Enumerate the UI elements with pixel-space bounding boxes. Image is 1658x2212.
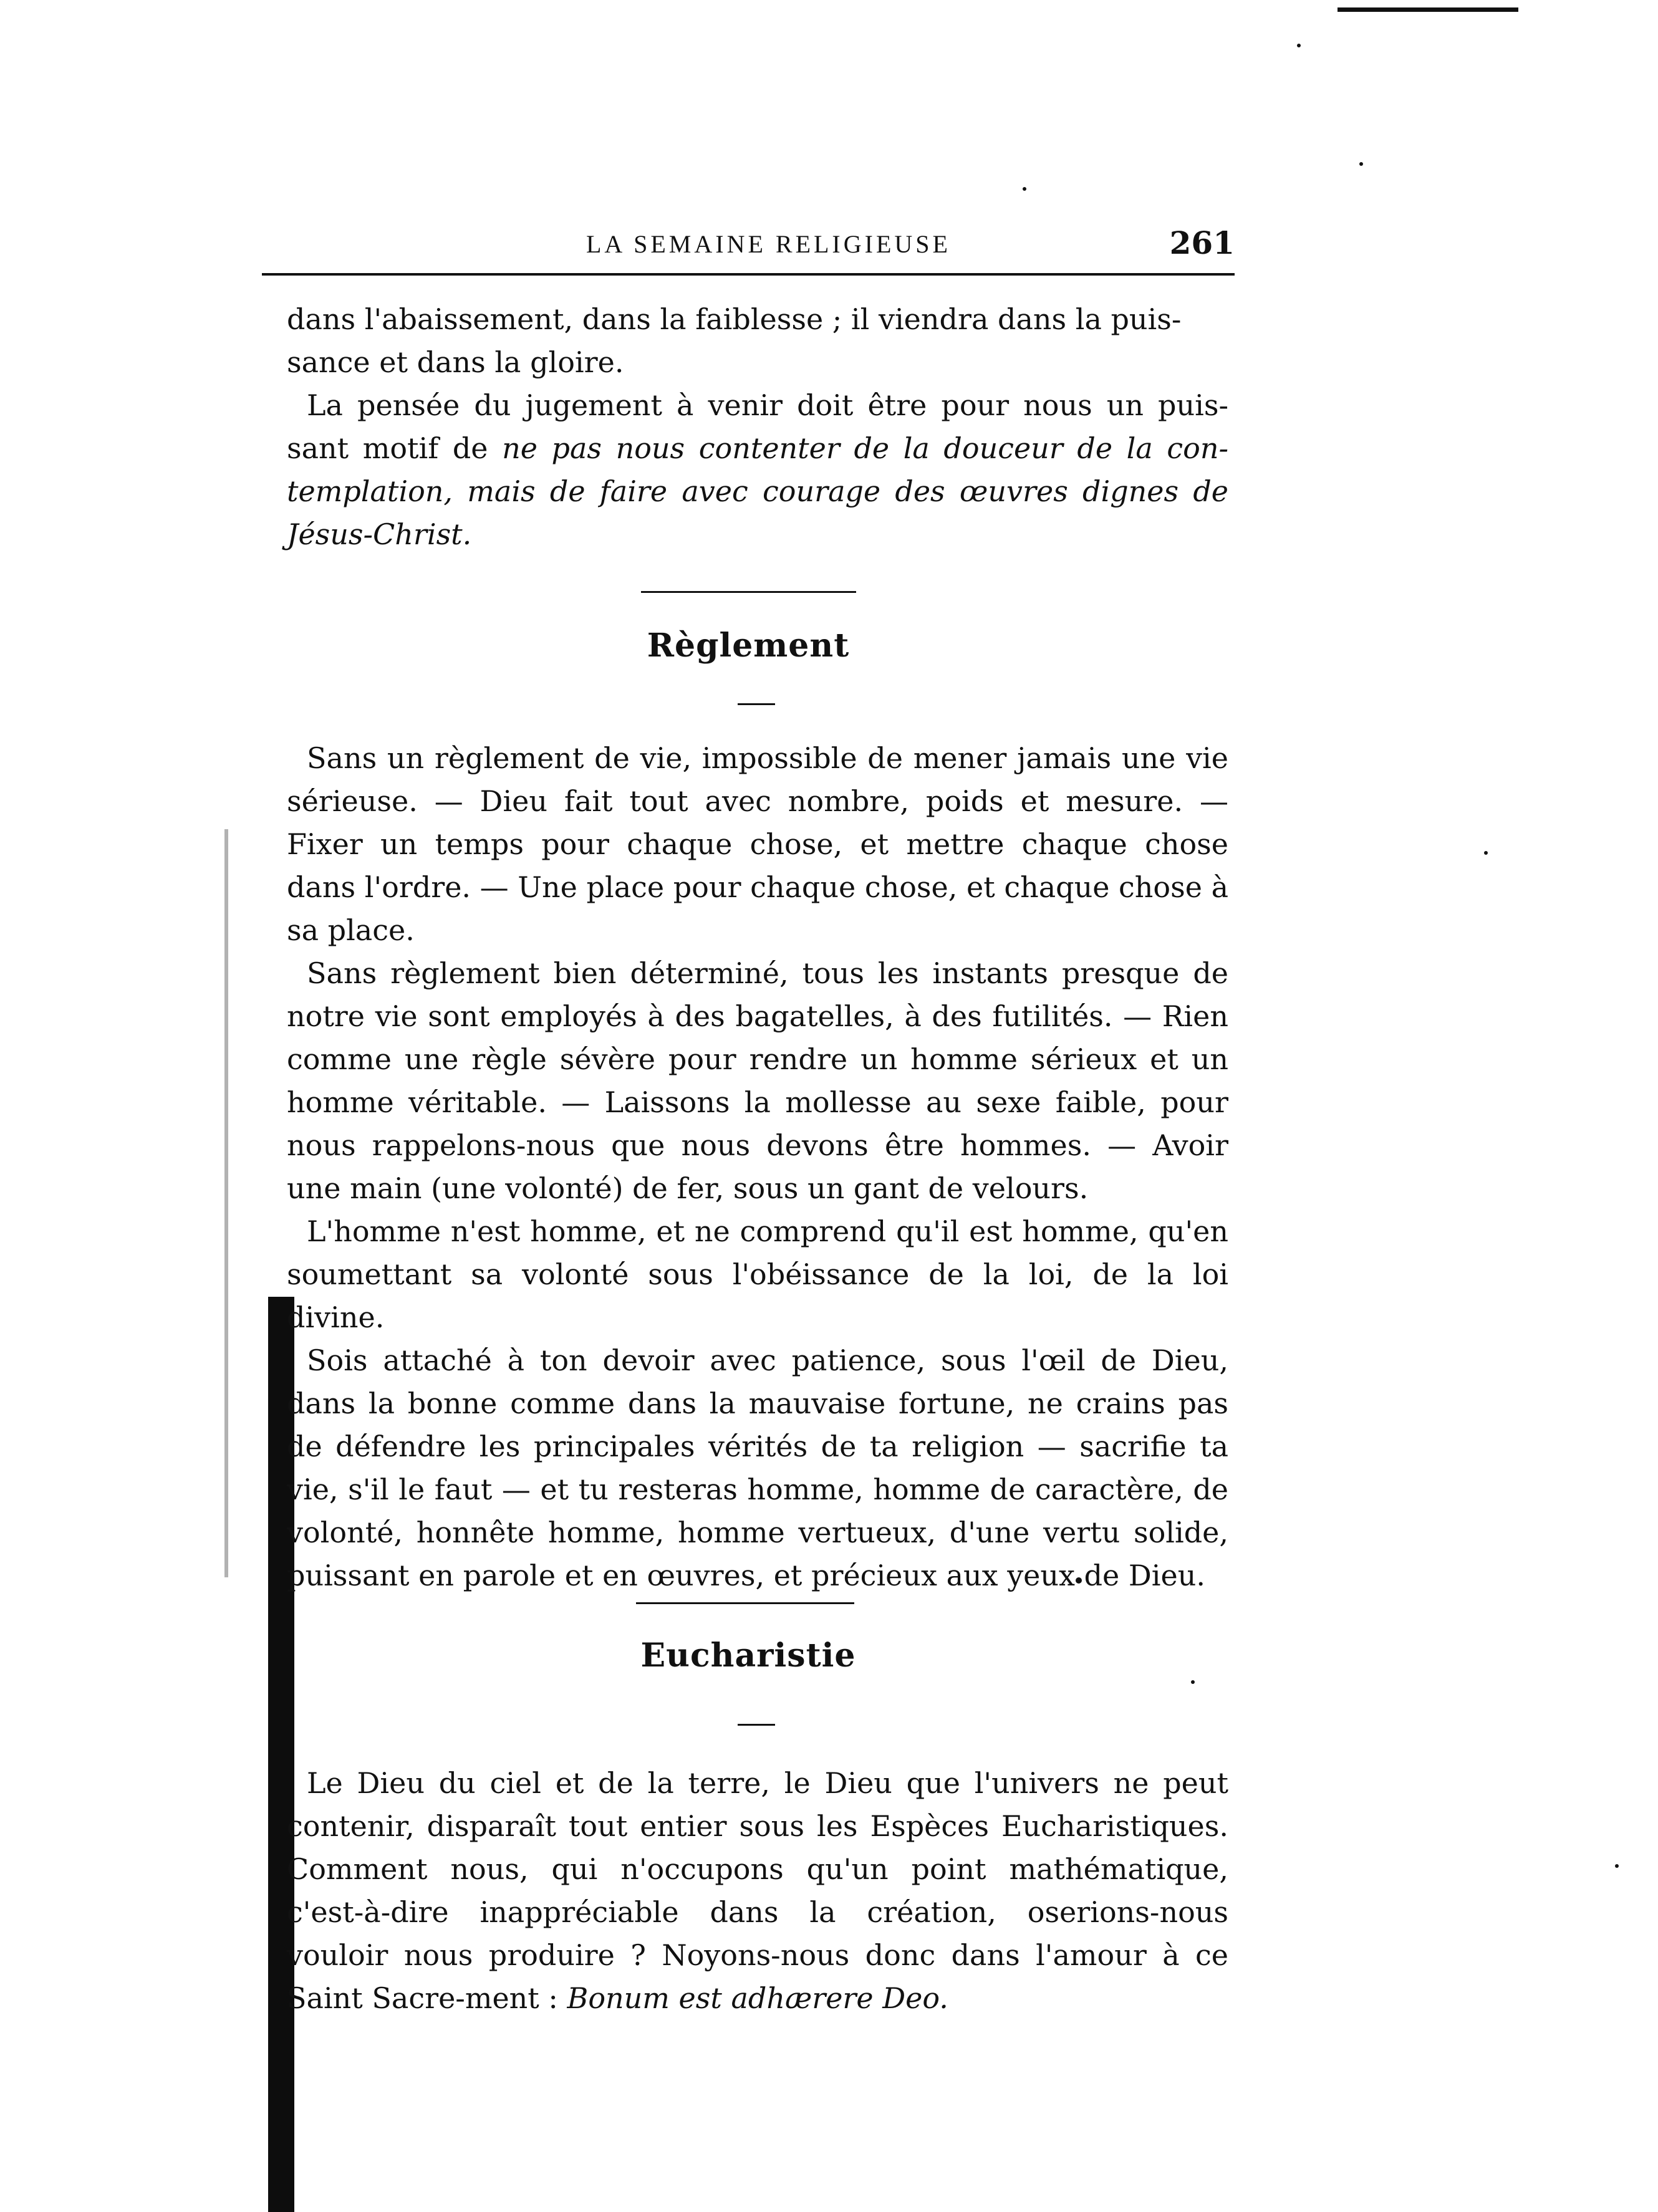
scan-speck [1023,187,1026,191]
reglement-paragraph-1: Sans un règlement de vie, impossible de mener jamais une vie sérieuse. — Dieu fait tout avec nombre, poids et mesure. — Fixer un temps pour chaque chose, et mettre chaque chose dans l'ordre. — Une place pour chaque chose, et chaque chose à sa place. [287,741,1229,947]
reglement-paragraph-4: Sois attaché à ton devoir avec patience, sous l'œil de Dieu, dans la bonne comme dans la mauvaise fortune, ne crains pas de défendre les principales vérités de ta religion — sacrifie ta vie, s'il le faut — et tu resteras homme, homme de caractère, de volonté, honnête homme, homme vertueux, d'une vertu solide, puissant en parole et en œuvres, et précieux aux yeux de Dieu. [287,1344,1228,1592]
intro-line-2: sance et dans la gloire. [287,345,624,379]
intro-text [287,298,1228,556]
header-rule [262,273,1235,276]
eucharistie-latin-quote: Bonum est adhærere Deo. [567,1981,948,2015]
scan-speck [1484,851,1488,855]
reglement-paragraph-3: L'homme n'est homme, et ne comprend qu'il est homme, qu'en soumettant sa volonté sous l'obéissance de la loi, de la loi divine. [287,1214,1228,1334]
heading-dash [738,703,775,705]
page-number: 261 [1169,224,1235,261]
reglement-text [287,737,1228,1597]
intro-p2-roman: La pensée du jugement à venir doit être pour nous un puis-sant motif de [287,388,1228,465]
intro-p2-italic: ne pas nous contenter de la douceur de la con-templation, mais de faire avec courage des œuvres dignes de Jésus-Christ. [287,431,1228,551]
eucharistie-roman: Le Dieu du ciel et de la terre, le Dieu que l'univers ne peut contenir, disparaît tout entier sous les Espèces Eucharistiques. Comment nous, qui n'occupons qu'un point mathématique, c'est-à-dire inappréciable dans la création, oserions-nous vouloir nous produire ? Noyons-nous donc dans l'amour à ce Saint Sacre-ment : [287,1766,1228,2015]
scan-speck [1191,1680,1195,1684]
section-heading-eucharistie: Eucharistie [640,1637,856,1675]
running-title: LA SEMAINE RELIGIEUSE [586,230,951,258]
scan-speck [1297,44,1301,47]
section-divider [641,591,856,593]
scan-speck [1359,162,1363,166]
binding-shadow-faint [224,829,228,1577]
scan-speck [1615,1864,1619,1868]
intro-paragraph-2 [287,384,1228,556]
intro-line-1: dans l'abaissement, dans la faiblesse ; il viendra dans la puis- [287,302,1182,336]
scan-edge-rule [1337,7,1518,12]
eucharistie-text [287,1762,1228,2020]
reglement-paragraph-2: Sans règlement bien déterminé, tous les instants presque de notre vie sont employés à des bagatelles, à des futilités. — Rien comme une règle sévère pour rendre un homme sérieux et un homme véritable. — Laissons la mollesse au sexe faible, pour nous rappelons-nous que nous devons être hommes. — Avoir une main (une volonté) de fer, sous un gant de velours. [287,956,1228,1205]
section-heading-reglement: Règlement [647,627,850,665]
running-head [262,224,1235,268]
eucharistie-paragraph [287,1762,1228,2020]
heading-dash [738,1724,775,1726]
section-divider [636,1602,854,1604]
